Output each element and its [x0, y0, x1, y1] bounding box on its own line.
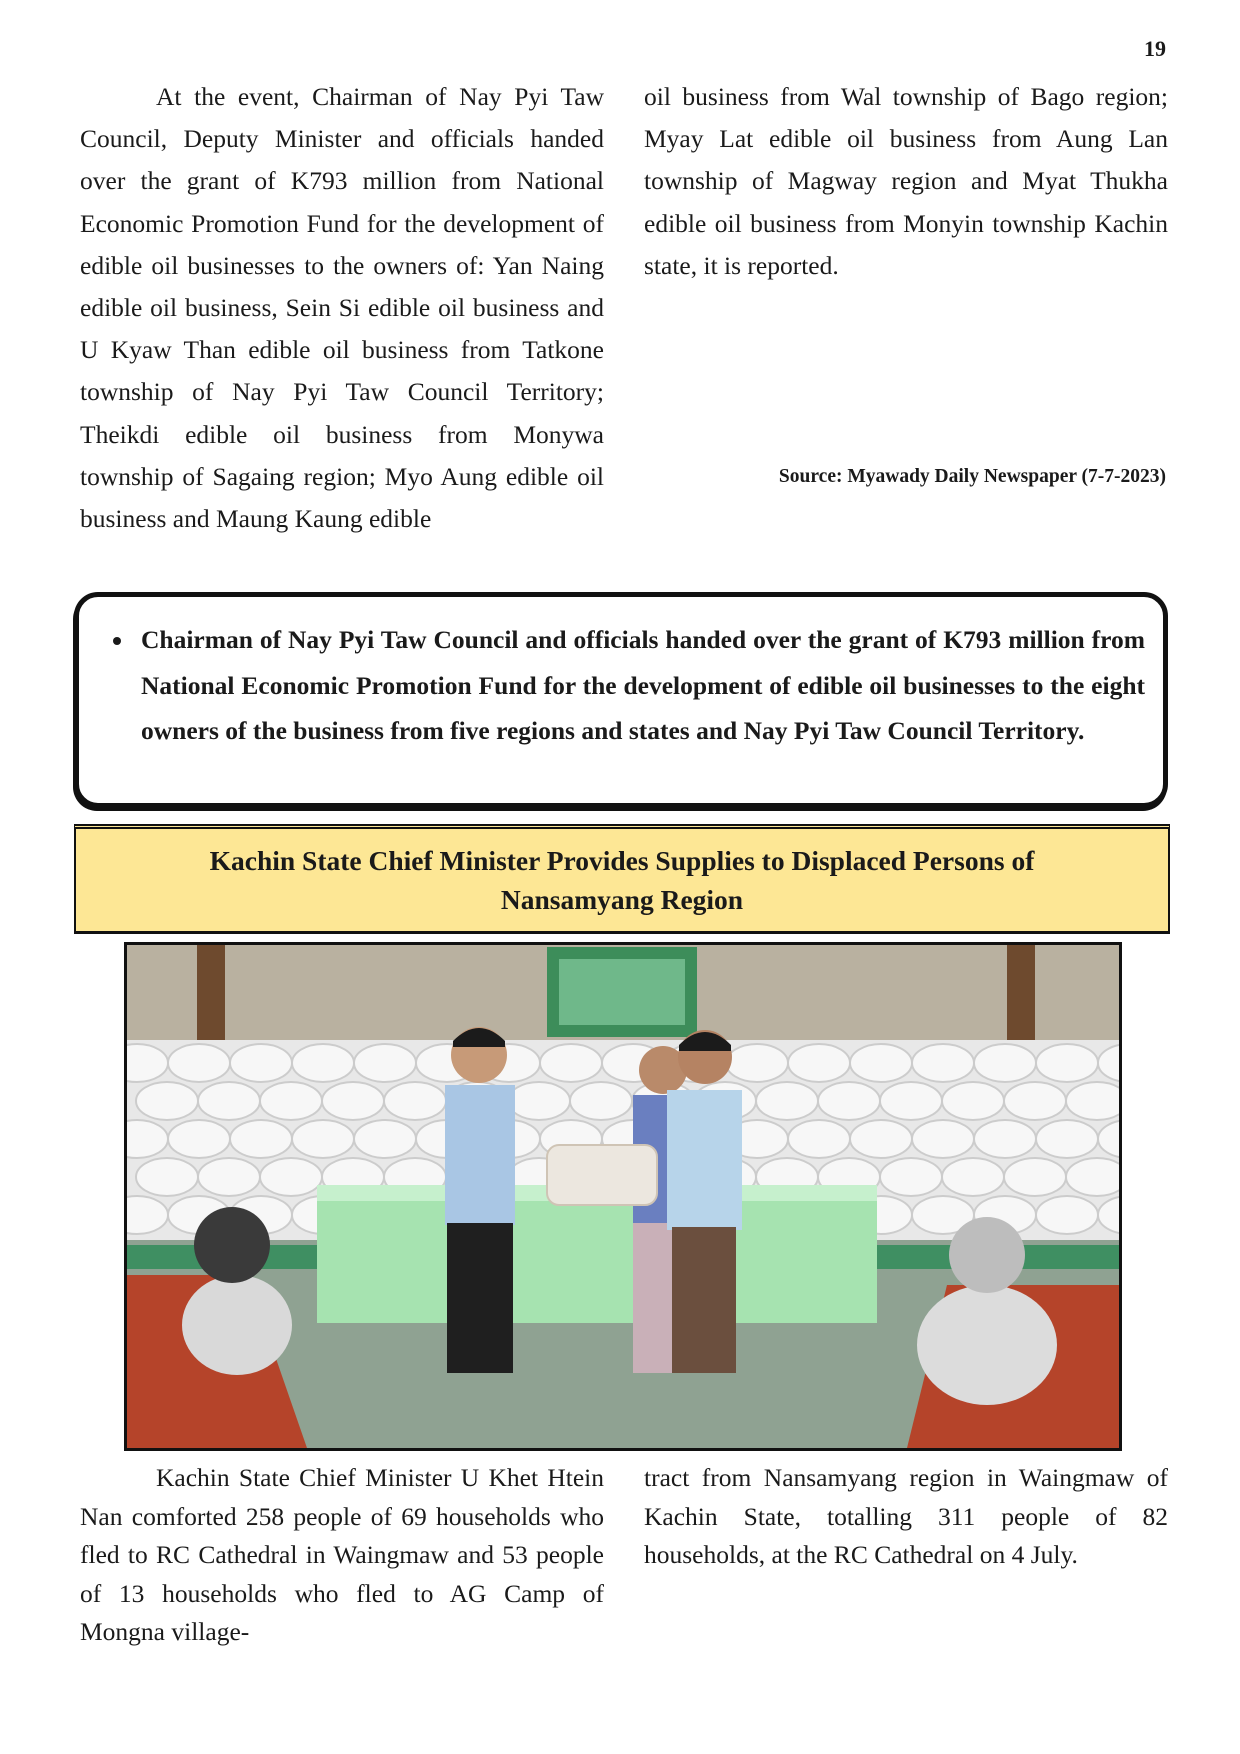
article1-paragraph-left: At the event, Chairman of Nay Pyi Taw Council, Deputy Minister and officials handed over the grant of K793 million from National Economic Promotion Fund for the development of edible oil businesses to the owners of: Yan Naing edible oil business, Sein Si edible oil business and U Kyaw Than edible oil business from Tatkone township of Nay Pyi Taw Council Territory; Theikdi edible oil business from Monywa township of Sagaing region; Myo Aung edible oil business and Maung Kaung edible: [80, 82, 604, 534]
sack-shape: [260, 1158, 322, 1196]
highlight-box: [74, 592, 1168, 808]
article2-column-left: [80, 1459, 604, 1652]
sack-shape: [384, 1082, 446, 1120]
sack-shape: [168, 1120, 230, 1158]
article1-source: Source: Myawady Daily Newspaper (7-7-2023): [778, 466, 1166, 487]
highlight-list: [79, 617, 1163, 754]
sack-shape: [230, 1120, 292, 1158]
sack-shape: [788, 1044, 850, 1082]
sack-shape: [1004, 1158, 1066, 1196]
article2-headline: Kachin State Chief Minister Provides Supplies to Displaced Persons of Nansamyang Region: [209, 845, 1035, 915]
sack-shape: [1036, 1196, 1098, 1234]
article1-column-right: [644, 76, 1168, 287]
sack-shape: [1066, 1158, 1119, 1196]
sack-shape: [756, 1082, 818, 1120]
sack-shape: [292, 1044, 354, 1082]
page-number: 19: [1144, 36, 1166, 61]
sack-shape: [168, 1044, 230, 1082]
sack-shape: [354, 1044, 416, 1082]
sack-shape: [198, 1082, 260, 1120]
sack-shape: [788, 1120, 850, 1158]
sack-shape: [354, 1120, 416, 1158]
sack-shape: [850, 1120, 912, 1158]
article1-paragraph-right: oil business from Wal township of Bago region; Myay Lat edible oil business from Aung Lan township of Magway region and Myat Thukha edible oil business from Monyin township Kachin state, it is reported.: [644, 82, 1168, 280]
sack-shape: [880, 1082, 942, 1120]
sack-shape: [136, 1158, 198, 1196]
sack-shape: [1036, 1044, 1098, 1082]
sack-shape: [292, 1120, 354, 1158]
article1-column-left: [80, 76, 604, 540]
article2-photo: [124, 942, 1122, 1451]
sack-shape: [230, 1044, 292, 1082]
sack-shape: [1004, 1082, 1066, 1120]
article2-paragraph-left: Kachin State Chief Minister U Khet Htein Nan comforted 258 people of 69 households who fled to RC Cathedral in Waingmaw and 53 people of 13 households who fled to AG Camp of Mongna village-: [80, 1463, 604, 1646]
sack-shape: [974, 1044, 1036, 1082]
photo-illustration: [127, 945, 1119, 1448]
sack-shape: [136, 1082, 198, 1120]
sack-shape: [818, 1082, 880, 1120]
sack-shape: [260, 1082, 322, 1120]
sack-shape: [912, 1120, 974, 1158]
sack-shape: [570, 1082, 632, 1120]
sack-shape: [198, 1158, 260, 1196]
sack-shape: [850, 1044, 912, 1082]
sack-shape: [880, 1158, 942, 1196]
sack-shape: [1066, 1082, 1119, 1120]
article2-paragraph-right: tract from Nansamyang region in Waingmaw of Kachin State, totalling 311 people of 82 households, at the RC Cathedral on 4 July.: [644, 1463, 1168, 1569]
sack-shape: [726, 1044, 788, 1082]
sack-shape: [912, 1044, 974, 1082]
article2-headline-banner: [74, 824, 1170, 934]
article2-column-right: [644, 1459, 1168, 1575]
sack-shape: [322, 1082, 384, 1120]
sack-shape: [942, 1158, 1004, 1196]
sack-shape: [974, 1120, 1036, 1158]
sack-shape: [942, 1082, 1004, 1120]
sack-shape: [1036, 1120, 1098, 1158]
sack-shape: [508, 1082, 570, 1120]
sack-shape: [540, 1044, 602, 1082]
highlight-bullet: • Chairman of Nay Pyi Taw Council and officials handed over the grant of K793 million from National Economic Promotion Fund for the development of edible oil businesses to the eight owners of the business from five regions and states and Nay Pyi Taw Council Territory.: [135, 617, 1145, 754]
